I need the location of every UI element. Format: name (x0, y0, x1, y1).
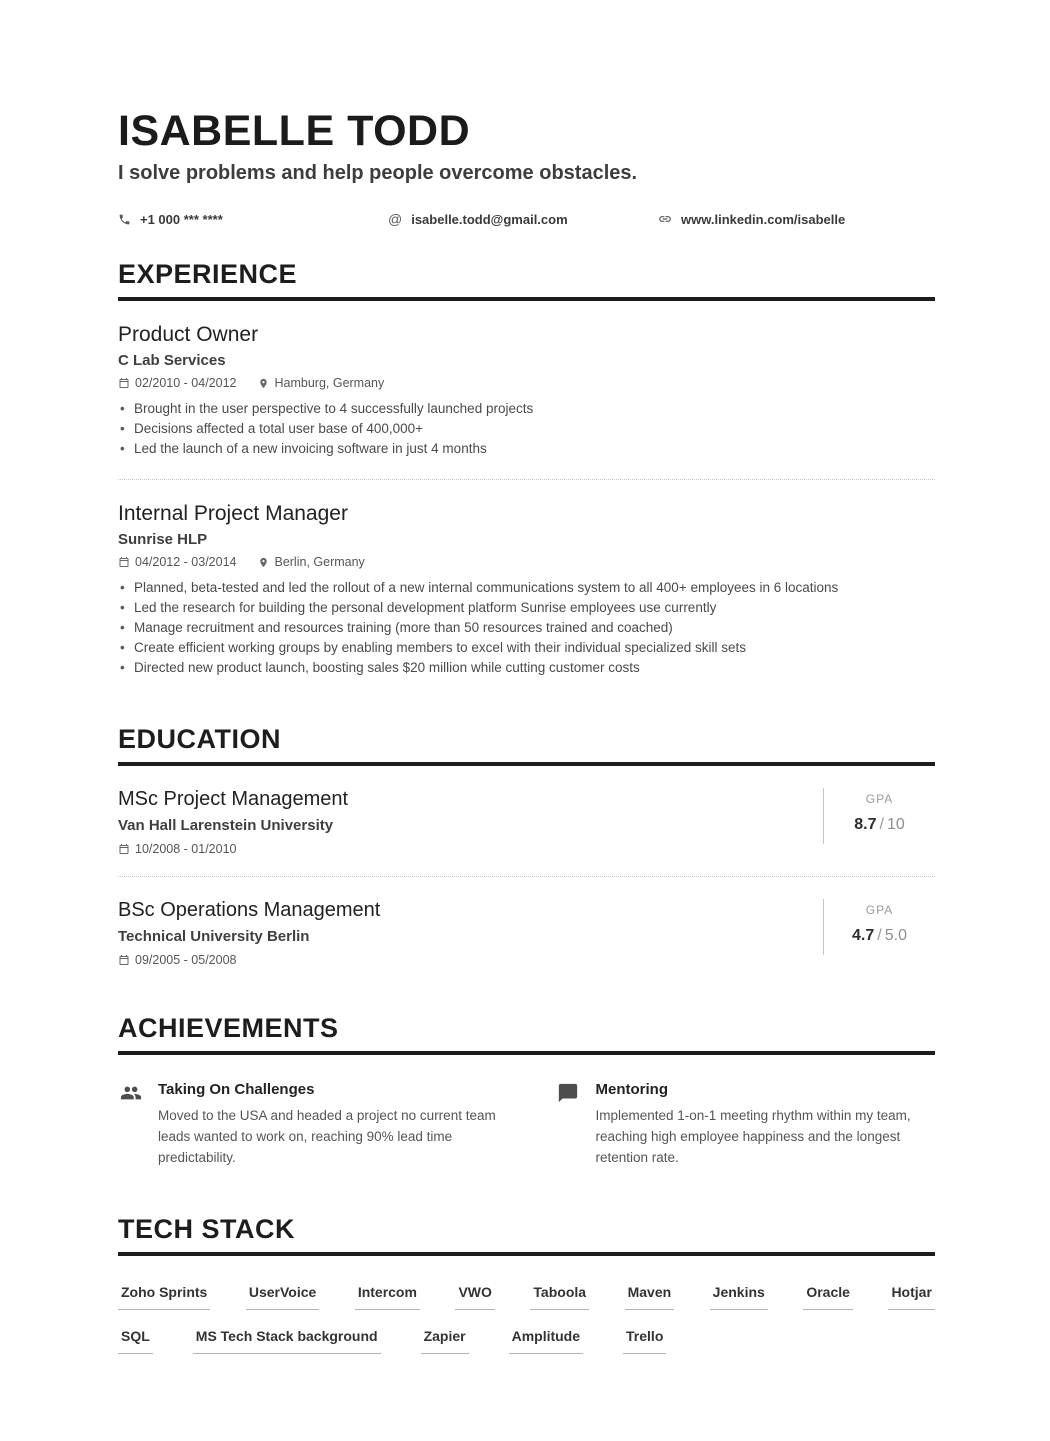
job-entry (118, 323, 935, 459)
tech-tag: Oracle (803, 1284, 853, 1310)
job-location (258, 376, 384, 390)
job-company: Sunrise HLP (118, 531, 208, 549)
tech-tag: Hotjar (888, 1284, 934, 1310)
education-entry-main (118, 788, 348, 856)
education-entry (118, 899, 935, 967)
phone-icon (118, 213, 131, 226)
contact-email-value: isabelle.todd@gmail.com (411, 211, 568, 227)
resume-page (38, 24, 1012, 1414)
achievement-text: Moved to the USA and headed a project no current team leads wanted to work on, reaching 90% lead time predictability. (158, 1108, 496, 1166)
job-company: C Lab Services (118, 352, 226, 370)
achievements-section-title: ACHIEVEMENTS (118, 1013, 935, 1055)
job-dates (118, 376, 236, 390)
contact-row (118, 211, 935, 227)
job-role: Product Owner (118, 323, 259, 347)
gpa-label: GPA (865, 792, 894, 807)
section-experience (118, 259, 935, 678)
school-name: Technical University Berlin (118, 928, 310, 946)
achievements-grid (118, 1081, 935, 1168)
job-meta-row (118, 555, 935, 569)
contact-phone-value: +1 000 *** **** (140, 211, 223, 227)
degree-title: MSc Project Management (118, 788, 349, 811)
tech-stack-section-title: TECH STACK (118, 1214, 935, 1256)
job-bullet-list (118, 399, 935, 459)
tech-tag: Jenkins (710, 1284, 768, 1310)
section-education (118, 724, 935, 967)
tech-tag: Maven (625, 1284, 675, 1310)
tech-tag: Zapier (421, 1328, 469, 1354)
job-location (258, 555, 364, 569)
job-bullet: • Brought in the user perspective to 4 successfully launched projects (118, 399, 935, 419)
achievement-title: Mentoring (595, 1081, 668, 1099)
school-name: Van Hall Larenstein University (118, 817, 334, 835)
tech-tag: Zoho Sprints (118, 1284, 210, 1310)
job-bullet: • Led the launch of a new invoicing software in just 4 months (118, 439, 935, 459)
gpa-value: 8.7 (854, 816, 877, 834)
gpa-label: GPA (865, 903, 894, 918)
gpa-value: 4.7 (852, 927, 875, 945)
tech-tag: Trello (623, 1328, 666, 1354)
tech-tag: VWO (455, 1284, 494, 1310)
gpa-block (823, 788, 935, 844)
tech-tag: Intercom (355, 1284, 420, 1310)
calendar-icon (118, 556, 130, 568)
job-bullet: • Led the research for building the personal development platform Sunrise employees use currently (118, 598, 935, 618)
tech-tag: Taboola (530, 1284, 589, 1310)
gpa-divider: / (879, 816, 884, 834)
education-dates-value: 09/2005 - 05/2008 (135, 953, 237, 968)
job-dates-value: 04/2012 - 03/2014 (135, 555, 237, 570)
education-section-title: EDUCATION (118, 724, 935, 766)
achievement-title: Taking On Challenges (158, 1081, 315, 1099)
degree-title: BSc Operations Management (118, 899, 381, 922)
location-pin-icon (258, 377, 269, 390)
speech-bubble-icon (556, 1082, 582, 1168)
dotted-divider (118, 876, 935, 877)
job-meta-row (118, 376, 935, 390)
job-bullet: • Directed new product launch, boosting sales $20 million while cutting customer costs (118, 658, 935, 678)
education-entry (118, 788, 935, 856)
contact-phone[interactable] (118, 211, 388, 227)
section-achievements (118, 1013, 935, 1168)
job-bullet: • Create efficient working groups by enabling members to excel with their individual specialized skill sets (118, 638, 935, 658)
tech-stack-tags (118, 1284, 935, 1354)
education-entry-main (118, 899, 380, 967)
job-bullet: • Manage recruitment and resources training (more than 50 resources trained and coached) (118, 618, 935, 638)
calendar-icon (118, 843, 130, 855)
tech-tag: SQL (118, 1328, 153, 1354)
experience-section-title: EXPERIENCE (118, 259, 935, 301)
achievement-content (158, 1081, 498, 1168)
location-pin-icon (258, 556, 269, 569)
education-dates-value: 10/2008 - 01/2010 (135, 842, 237, 857)
tech-tag-row (118, 1328, 935, 1354)
gpa-max: 5.0 (884, 927, 907, 945)
link-icon (658, 212, 672, 226)
job-dates (118, 555, 236, 569)
tech-tag: Amplitude (509, 1328, 583, 1354)
achievement-item (556, 1081, 936, 1168)
contact-email[interactable] (388, 211, 658, 227)
tech-tag: UserVoice (246, 1284, 319, 1310)
education-meta-row (118, 842, 348, 856)
achievement-item (118, 1081, 498, 1168)
education-meta-row (118, 953, 380, 967)
job-role: Internal Project Manager (118, 502, 348, 526)
contact-website[interactable] (658, 211, 928, 227)
job-dates-value: 02/2010 - 04/2012 (135, 376, 237, 391)
job-location-value: Hamburg, Germany (274, 376, 385, 391)
person-name: ISABELLE TODD (118, 107, 471, 155)
job-location-value: Berlin, Germany (274, 555, 365, 570)
resume-header (118, 108, 935, 227)
job-bullet: • Decisions affected a total user base of 400,000+ (118, 419, 935, 439)
achievement-text: Implemented 1-on-1 meeting rhythm within my team, reaching high employee happiness and the longest retention rate. (595, 1108, 911, 1166)
dotted-divider (118, 479, 935, 480)
people-group-icon (118, 1082, 144, 1168)
calendar-icon (118, 377, 130, 389)
job-bullet: • Planned, beta-tested and led the rollout of a new internal communications system to all 400+ employees in 6 locations (118, 578, 935, 598)
tagline: I solve problems and help people overcome obstacles. (118, 162, 638, 185)
section-tech-stack (118, 1214, 935, 1354)
gpa-block (823, 899, 935, 955)
gpa-max: 10 (886, 816, 905, 834)
job-entry (118, 502, 935, 678)
calendar-icon (118, 954, 130, 966)
contact-website-value: www.linkedin.com/isabelle (681, 211, 846, 227)
education-dates (118, 842, 236, 856)
at-icon: @ (388, 211, 403, 228)
tech-tag-row (118, 1284, 935, 1310)
gpa-values (824, 816, 935, 834)
achievement-content (596, 1081, 936, 1168)
job-bullet-list (118, 578, 935, 678)
tech-tag: MS Tech Stack background (193, 1328, 381, 1354)
gpa-values (824, 927, 935, 945)
education-dates (118, 953, 236, 967)
gpa-divider: / (877, 927, 882, 945)
